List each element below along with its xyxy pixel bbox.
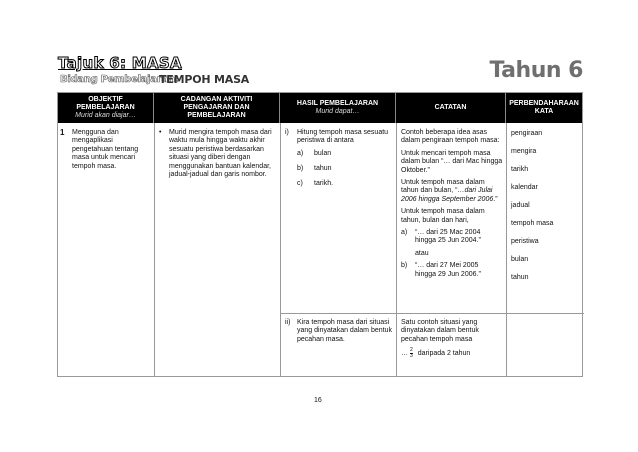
notes-paragraph: Untuk mencari tempoh masa dalam bulan “… dari Mac hingga Oktober.”	[401, 149, 503, 174]
fraction-denominator: 3	[410, 353, 413, 360]
vocabulary-list	[511, 130, 581, 292]
vocabulary-item: tempoh masa	[511, 220, 554, 227]
notes-paragraph	[401, 179, 504, 204]
notes-block-fraction	[401, 319, 504, 359]
notes-paragraph: Untuk tempoh masa dalam tahun, bulan dan hari,	[401, 208, 485, 224]
vocabulary-item: peristiwa	[511, 238, 539, 245]
outcome-label: i)	[285, 129, 289, 136]
header-text: KATA	[534, 108, 554, 115]
vocabulary-item: tahun	[511, 274, 529, 281]
notes-paragraph: Satu contoh situasi yang dinyatakan dalam bentuk pecahan tempoh masa	[401, 319, 479, 343]
notes-paragraph: atau	[415, 249, 429, 257]
header-text: PENGAJARAN DAN	[183, 104, 250, 111]
column-divider	[396, 123, 397, 376]
outcome-sub-text: bulan	[314, 150, 332, 157]
notes-paragraph: Contoh beberapa idea asas dalam pengiraan tempoh masa:	[401, 129, 500, 145]
outcome-text: Hitung tempoh masa sesuatu peristiwa di antara	[297, 129, 389, 145]
column-divider	[280, 123, 281, 376]
outcome-sub-text: tahun	[314, 165, 332, 172]
activity-text: Murid mengira tempoh masa dari waktu mula hingga waktu akhir sesuatu peristiwa berdasarkan situasi yang diberi dengan menggunakan bantuan kalendar, jadual-jadual dan garis nombor.	[169, 129, 272, 179]
column-divider	[154, 123, 155, 376]
notes-block	[401, 129, 504, 283]
outcome-sub-label: c)	[297, 180, 303, 187]
page-number: 16	[314, 397, 322, 404]
vocabulary-item: tarikh	[511, 166, 529, 173]
notes-example-text: “… dari 25 Mac 2004 hingga 25 Jun 2004.”	[415, 229, 481, 245]
header-hasil	[280, 93, 396, 123]
header-text: PEMBELAJARAN	[76, 104, 135, 111]
bidang-value: TEMPOH MASA	[159, 73, 250, 86]
header-text: PEMBELAJARAN	[187, 112, 246, 119]
header-subtext: Murid dapat…	[315, 108, 360, 115]
objective-text: Mengguna dan mengaplikasi pengetahuan tentang masa untuk mencari tempoh masa.	[72, 129, 139, 170]
fraction-prefix: …	[401, 349, 408, 357]
fraction-suffix: daripada 2 tahun	[417, 349, 471, 357]
fraction-numerator: 2	[410, 347, 413, 354]
header-text: CADANGAN AKTIVITI	[180, 96, 253, 103]
notes-italic-text: …dari Julai 2006 hingga September 2006	[401, 187, 494, 203]
vocabulary-item: kalendar	[511, 184, 538, 191]
header-perbendaharaan	[506, 93, 582, 123]
notes-example-label: b)	[401, 262, 408, 270]
vocabulary-item: jadual	[511, 202, 530, 209]
notes-text: .”	[493, 195, 498, 203]
row-divider	[280, 313, 584, 314]
page-title: Tajuk 6: MASA	[58, 54, 182, 72]
header-subtext: Murid akan diajar…	[75, 112, 136, 119]
header-text: OBJEKTIF	[88, 96, 123, 103]
bullet-icon: •	[159, 129, 162, 136]
vocabulary-item: pengiraan	[511, 130, 543, 137]
header-catatan	[396, 93, 506, 123]
header-text: PERBENDAHARAAN	[509, 100, 579, 107]
notes-example-text: “… dari 27 Mei 2005 hingga 29 Jun 2006.”	[415, 262, 481, 278]
year-label: Tahun 6	[489, 58, 583, 83]
notes-text: Untuk tempoh masa dalam tahun dan bulan, “	[401, 179, 485, 195]
vocabulary-item: bulan	[511, 256, 529, 263]
outcome-sub-label: b)	[297, 165, 304, 172]
fraction-example	[401, 348, 504, 359]
fraction	[410, 348, 413, 359]
outcome-text: Kira tempoh masa dari situasi yang dinyatakan dalam bentuk pecahan masa.	[297, 319, 392, 343]
header-objektif	[58, 93, 154, 123]
vocabulary-item: mengira	[511, 148, 537, 155]
header-text: CATATAN	[434, 104, 467, 111]
notes-example-label: a)	[401, 229, 408, 237]
objective-number: 1	[60, 128, 65, 137]
notes-example	[401, 262, 504, 279]
bidang-label: Bidang Pembelajaran:	[60, 74, 179, 85]
notes-example	[401, 229, 504, 246]
column-divider	[506, 123, 507, 376]
outcome-sub-label: a)	[297, 150, 304, 157]
header-text: HASIL PEMBELAJARAN	[296, 100, 379, 107]
outcome-label: ii)	[285, 319, 291, 326]
curriculum-table	[57, 92, 583, 377]
header-cadangan	[154, 93, 280, 123]
outcome-sub-text: tarikh.	[314, 180, 334, 187]
